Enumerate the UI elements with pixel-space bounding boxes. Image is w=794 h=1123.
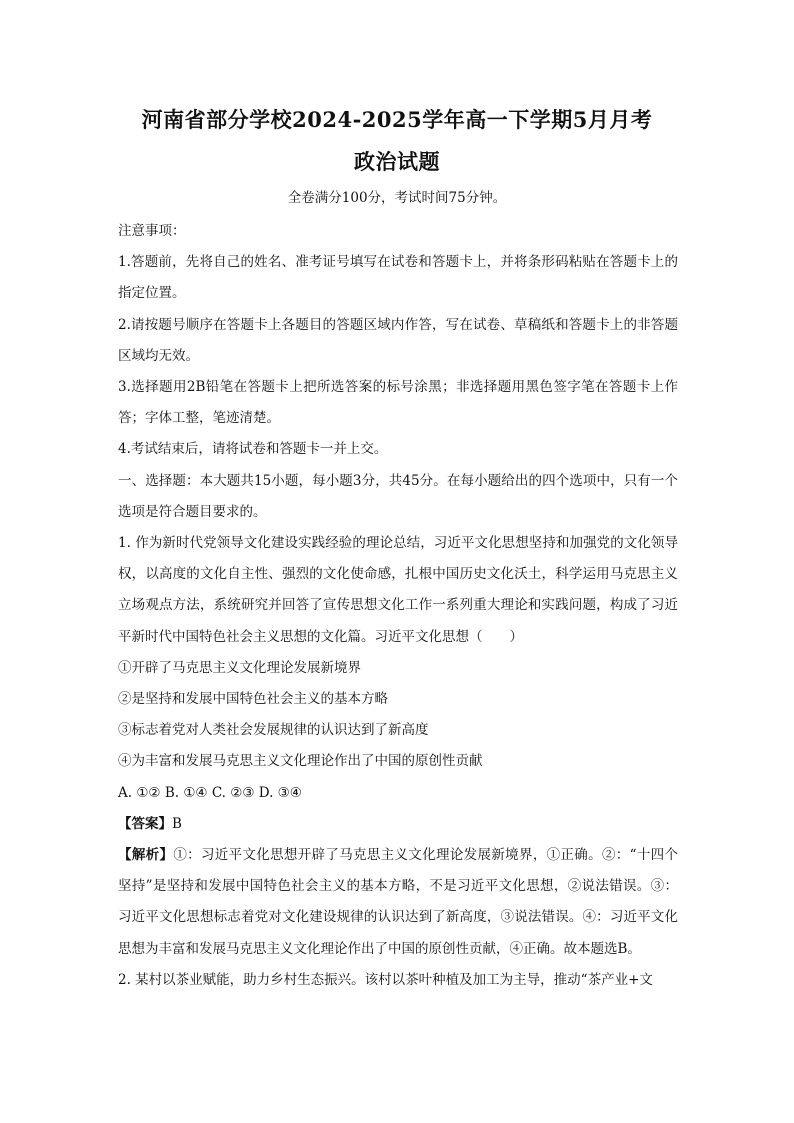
- analysis-label: 【解析】: [118, 847, 174, 864]
- question-1-option: ④为丰富和发展马克思主义文化理论作出了中国的原创性贡献: [118, 753, 483, 770]
- exam-body: [118, 216, 678, 996]
- note-item: 2.请按题号顺序在答题卡上各题目的答题区域内作答，写在试卷、草稿纸和答题卡上的非答题区域均无效。: [118, 316, 678, 364]
- question-1-choices: A. ①② B. ①④ C. ②③ D. ③④: [118, 784, 302, 801]
- exam-subject: 政治试题: [354, 149, 440, 174]
- answer-label: 【答案】: [118, 815, 172, 832]
- note-item: 4.考试结束后，请将试卷和答题卡一并上交。: [118, 441, 388, 458]
- answer-value: B: [172, 815, 182, 832]
- exam-meta: 全卷满分100分，考试时间75分钟。: [287, 190, 507, 206]
- note-item: 3.选择题用2B铅笔在答题卡上把所选答案的标号涂黑；非选择题用黑色签字笔在答题卡上作答；字体工整，笔迹清楚。: [118, 379, 678, 427]
- note-item: 1.答题前，先将自己的姓名、准考证号填写在试卷和答题卡上，并将条形码粘贴在答题卡上的指定位置。: [118, 254, 678, 302]
- question-2-stem: 2. 某村以茶业赋能，助力乡村生态振兴。该村以茶叶种植及加工为主导，推动“茶产业+文: [118, 971, 653, 988]
- question-1-analysis: [118, 840, 678, 965]
- analysis-text: ①：习近平文化思想开辟了马克思主义文化理论发展新境界，①正确。②：“十四个坚持”是坚持和发展中国特色社会主义的基本方略，不是习近平文化思想，②说法错误。③：习近平文化思想标志着党对文化建设规律的认识达到了新高度，③说法错误。④：习近平文化思想为丰富和发展马克思主义文化理论作出了中国的原创性贡献，④正确。故本题选B。: [118, 847, 678, 957]
- question-1-option: ①开辟了马克思主义文化理论发展新境界: [118, 659, 361, 676]
- question-1-option: ③标志着党对人类社会发展规律的认识达到了新高度: [118, 722, 429, 739]
- section-heading: 一、选择题：本大题共15小题，每小题3分，共45分。在每小题给出的四个选项中，只有一个选项是符合题目要求的。: [118, 472, 678, 520]
- question-1-option: ②是坚持和发展中国特色社会主义的基本方略: [118, 691, 388, 708]
- question-1-stem: 1. 作为新时代党领导文化建设实践经验的理论总结，习近平文化思想坚持和加强党的文化领导权，以高度的文化自主性、强烈的文化使命感，扎根中国历史文化沃土，科学运用马克思主义立场观点方法，系统研究并回答了宣传思想文化工作一系列重大理论和实践问题，构成了习近平新时代中国特色社会主义思想的文化篇。习近平文化思想（ ）: [118, 535, 678, 645]
- exam-title: 河南省部分学校2024-2025学年高一下学期5月月考: [141, 107, 653, 132]
- notes-heading: 注意事项：: [118, 223, 186, 239]
- question-1-answer: [118, 809, 678, 840]
